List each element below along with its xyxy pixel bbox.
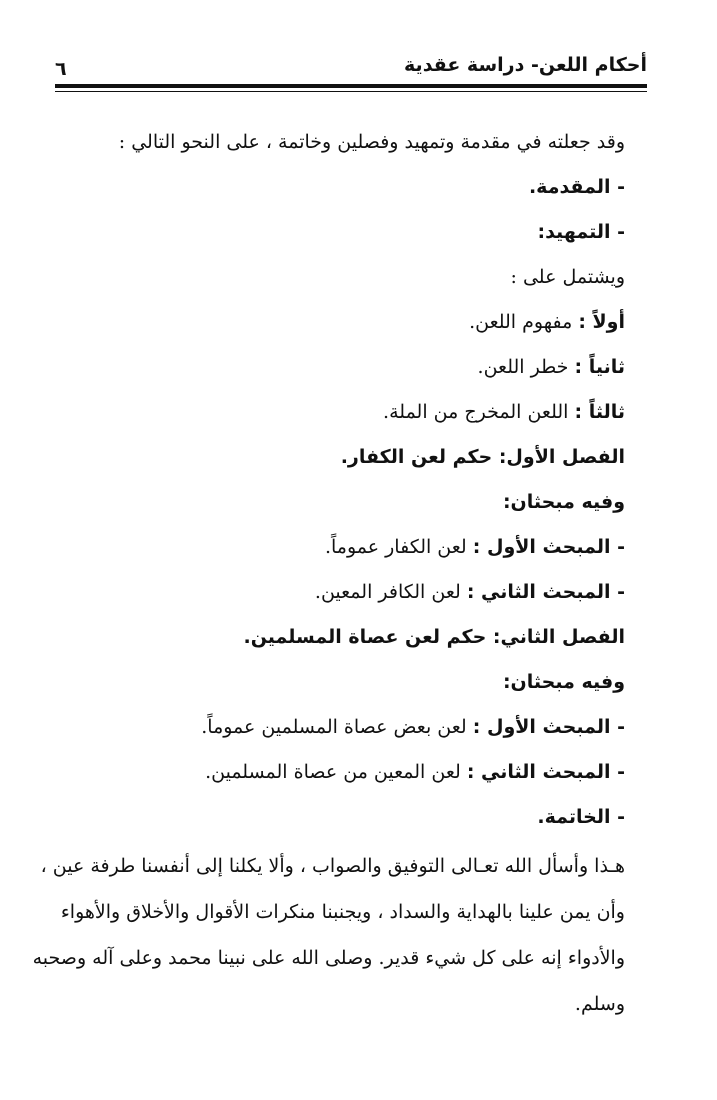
topic-label: - المبحث الثاني : xyxy=(466,581,625,603)
topic-text: لعن الكفار عموماً. xyxy=(324,536,467,558)
chapter-two-topic-one xyxy=(60,710,625,755)
topic-label: - المبحث الأول : xyxy=(472,716,625,738)
closing-paragraph xyxy=(32,843,625,1027)
topic-text: لعن المعين من عصاة المسلمين. xyxy=(205,761,461,783)
topic-label: - المبحث الأول : xyxy=(472,536,625,558)
topic-text: لعن بعض عصاة المسلمين عموماً. xyxy=(201,716,467,738)
item-label: ثالثاً : xyxy=(574,401,625,423)
chapter-two-topic-two xyxy=(60,755,625,800)
item-text: مفهوم اللعن. xyxy=(469,311,573,333)
introduction-heading: - المقدمة. xyxy=(528,176,625,198)
item-label: ثانياً : xyxy=(574,356,625,378)
chapter-one-topic-one xyxy=(60,530,625,575)
item-label: أولاً : xyxy=(578,311,625,333)
chapter-one-topic-two xyxy=(60,575,625,620)
item-text: اللعن المخرج من الملة. xyxy=(383,401,569,423)
header-rule-thin xyxy=(55,91,647,92)
preface-item-second xyxy=(60,350,625,395)
topic-text: لعن الكافر المعين. xyxy=(314,581,461,603)
running-header xyxy=(55,52,647,80)
chapter-one-heading: الفصل الأول: حكم لعن الكفار. xyxy=(340,446,625,468)
preface-item-third xyxy=(60,395,625,440)
conclusion-heading: - الخاتمة. xyxy=(537,806,625,828)
includes-line: ويشتمل على : xyxy=(510,266,625,288)
header-title: أحكام اللعن- دراسة عقدية xyxy=(404,54,647,76)
page-number: ٦ xyxy=(55,58,67,80)
closing-line: وأن يمن علينا بالهداية والسداد ، ويجنبنا منكرات الأقوال والأخلاق والأهواء xyxy=(60,901,625,923)
item-text: خطر اللعن. xyxy=(477,356,569,378)
closing-line: وسلم. xyxy=(574,993,625,1015)
topic-label: - المبحث الثاني : xyxy=(466,761,625,783)
closing-line: هـذا وأسأل الله تعـالى التوفيق والصواب ، وألا يكلنا إلى أنفسنا طرفة عين ، xyxy=(40,855,625,877)
chapter-two-subheading: وفيه مبحثان: xyxy=(502,671,625,693)
chapter-one-subheading: وفيه مبحثان: xyxy=(502,491,625,513)
header-rule-thick xyxy=(55,84,647,88)
chapter-two-heading: الفصل الثاني: حكم لعن عصاة المسلمين. xyxy=(243,626,625,648)
preface-item-first xyxy=(60,305,625,350)
intro-line: وقد جعلته في مقدمة وتمهيد وفصلين وخاتمة ، على النحو التالي : xyxy=(118,131,625,153)
preface-heading: - التمهيد: xyxy=(537,221,625,243)
table-of-contents xyxy=(60,125,625,845)
closing-line: والأدواء إنه على كل شيء قدير. وصلى الله على نبينا محمد وعلى آله وصحبه xyxy=(32,947,625,969)
